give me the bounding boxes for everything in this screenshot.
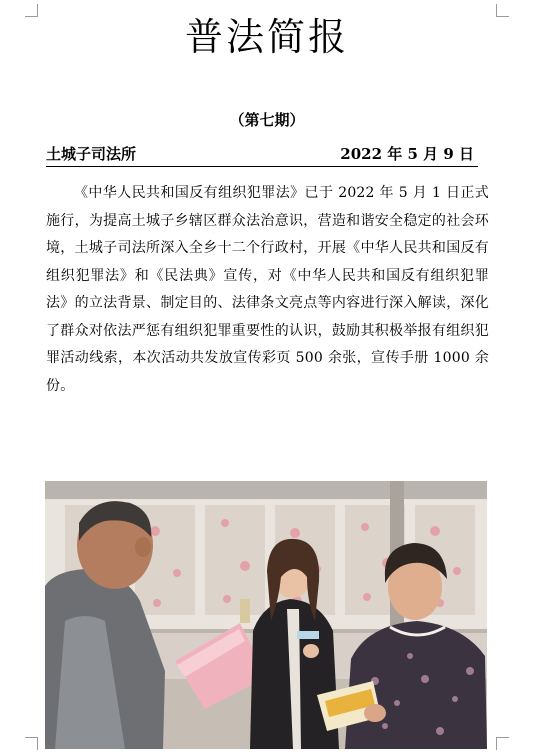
page-corner-mark-bottom-left bbox=[25, 737, 38, 750]
page-corner-mark-bottom-right bbox=[496, 737, 509, 750]
header-line bbox=[46, 144, 478, 167]
organization-name: 土城子司法所 bbox=[46, 145, 137, 163]
newsletter-title: 普法简报 bbox=[184, 15, 349, 59]
issue-number: （第七期） bbox=[229, 111, 305, 129]
event-photo bbox=[45, 481, 487, 749]
event-photo-illustration bbox=[45, 481, 487, 749]
body-paragraph: 《中华人民共和国反有组织犯罪法》已于 2022 年 5 月 1 日正式施行，为提高土城子乡辖区群众法治意识，营造和谐安全稳定的社会环境，土城子司法所深入全乡十二个行政村，开展《中华人民共和国反有组织犯罪法》和《民法典》宣传，对《中华人民共和国反有组织犯罪法》的立法背景、制定目的、法律条文亮点等内容进行深入解读，深化了群众对依法严惩有组织犯罪重要性的认识，鼓励其积极举报有组织犯罪活动线索，本次活动共发放宣传彩页 500 余张，宣传手册 1000 余份。 bbox=[46, 185, 489, 394]
publish-date: 2022 年 5 月 9 日 bbox=[340, 145, 474, 163]
